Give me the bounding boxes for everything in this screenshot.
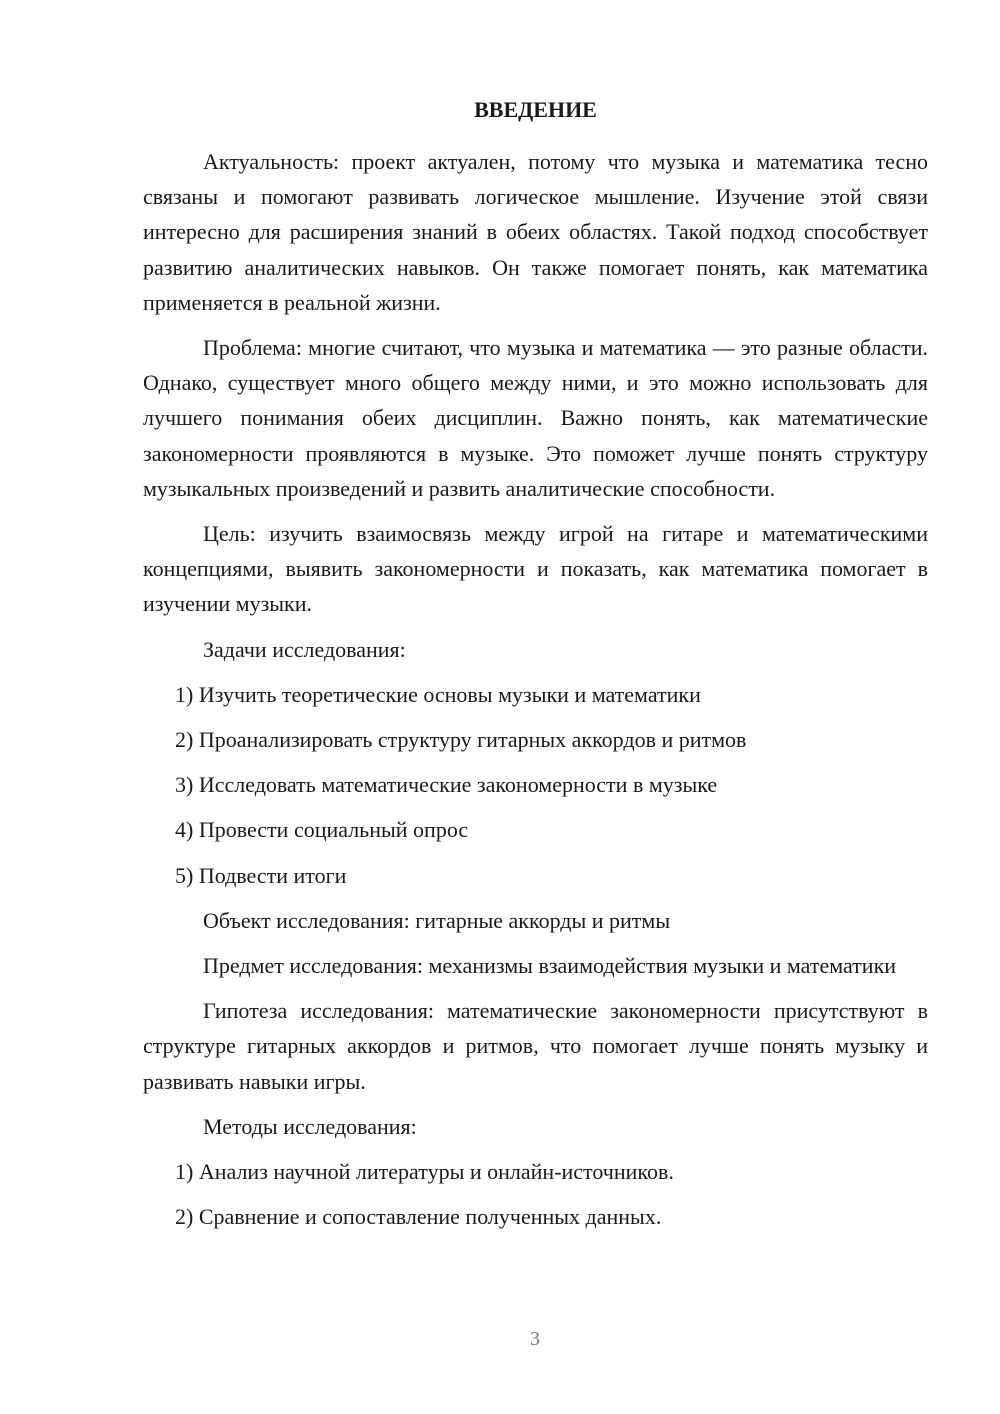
- list-item: 1) Анализ научной литературы и онлайн-источников.: [175, 1159, 674, 1185]
- list-item: 2) Проанализировать структуру гитарных аккордов и ритмов: [175, 727, 747, 753]
- relevance-paragraph: Актуальность: проект актуален, потому что музыка и математика тесно связаны и помогают развивать логическое мышление. Изучение этой связи интересно для расширения знаний в обеих областях. Такой подход способствует развитию аналитических навыков. Он также помогает понять, как математика применяется в реальной жизни.: [143, 149, 928, 315]
- hypothesis-paragraph: Гипотеза исследования: математические закономерности присутствуют в структуре гитарных аккордов и ритмов, что помогает лучше понять музыку и развивать навыки игры.: [143, 998, 928, 1094]
- list-item: 5) Подвести итоги: [175, 862, 347, 888]
- object-paragraph: Объект исследования: гитарные аккорды и ритмы: [203, 907, 671, 933]
- problem-paragraph: Проблема: многие считают, что музыка и математика — это разные области. Однако, существует много общего между ними, и это можно использовать для лучшего понимания обеих дисциплин. Важно понять, как математические закономерности проявляются в музыке. Это поможет лучше понять структуру музыкальных произведений и развить аналитические способности.: [143, 335, 928, 501]
- tasks-list: [143, 677, 928, 893]
- list-item: 1) Изучить теоретические основы музыки и математики: [175, 681, 701, 707]
- tasks-heading: Задачи исследования:: [203, 636, 406, 662]
- list-item: 2) Сравнение и сопоставление полученных данных.: [175, 1204, 662, 1230]
- section-title: ВВЕДЕНИЕ: [474, 97, 597, 122]
- page-number: 3: [530, 1328, 540, 1350]
- methods-heading: Методы исследования:: [203, 1113, 417, 1139]
- list-item: 3) Исследовать математические закономерности в музыке: [175, 772, 718, 798]
- methods-list: [143, 1154, 928, 1234]
- goal-paragraph: Цель: изучить взаимосвязь между игрой на гитаре и математическими концепциями, выявить закономерности и показать, как математика помогает в изучении музыки.: [143, 521, 928, 617]
- list-item: 4) Провести социальный опрос: [175, 817, 469, 843]
- subject-paragraph: Предмет исследования: механизмы взаимодействия музыки и математики: [203, 953, 897, 979]
- document-page: [143, 92, 928, 1244]
